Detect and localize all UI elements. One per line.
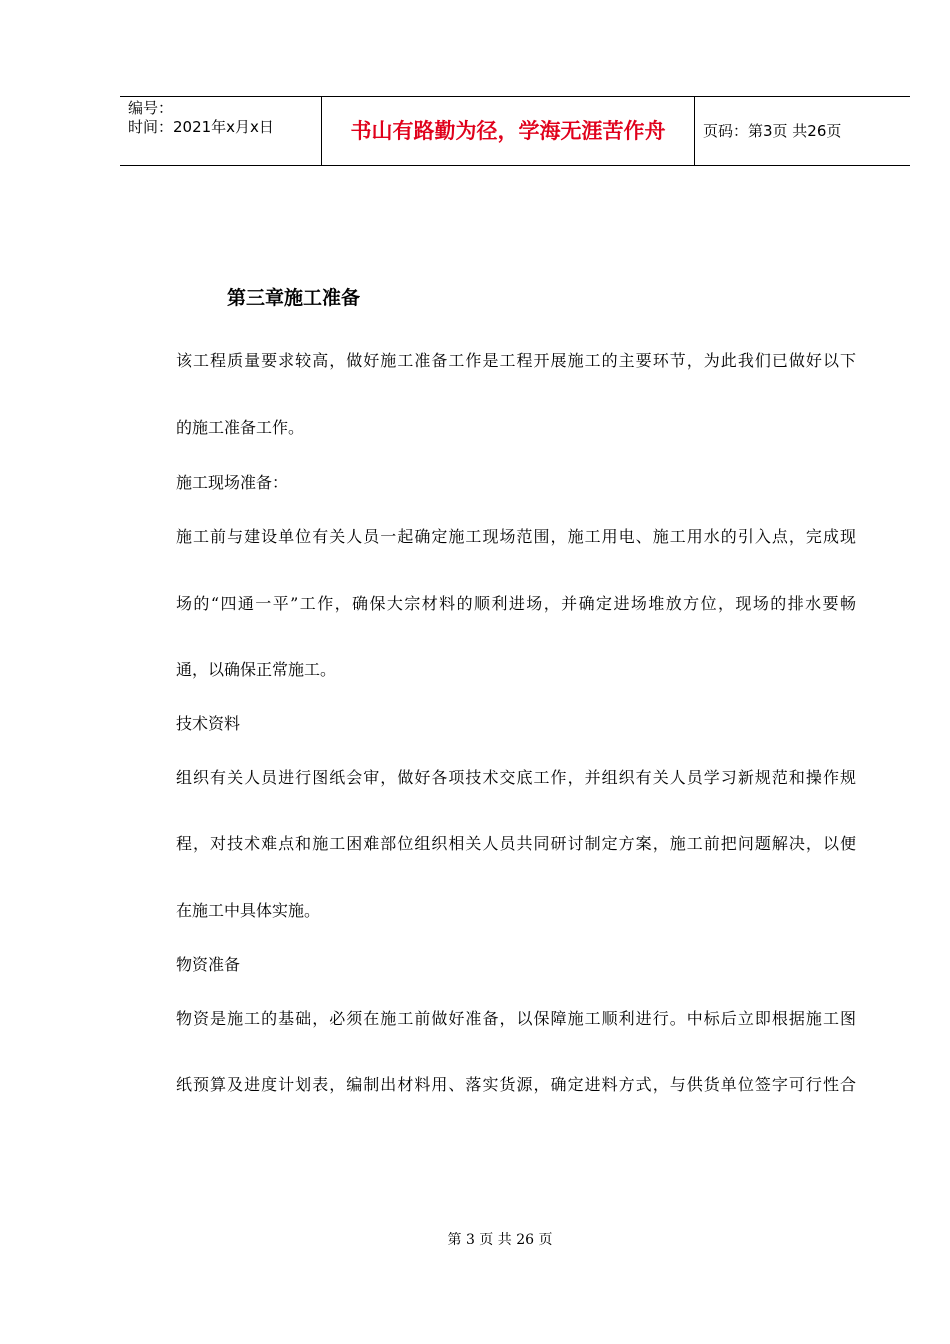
body-line: 组织有关人员进行图纸会审，做好各项技术交底工作，并组织有关人员学习新规范和操作规 <box>176 768 856 787</box>
page-footer: 第 3 页 共 26 页 <box>447 1232 553 1248</box>
chapter-title: 第三章施工准备 <box>227 287 361 309</box>
body-line: 纸预算及进度计划表，编制出材料用、落实货源，确定进料方式，与供货单位签字可行性合 <box>176 1075 856 1094</box>
body-line: 场的“四通一平”工作，确保大宗材料的顺利进场，并确定进场堆放方位，现场的排水要畅 <box>176 594 856 613</box>
section-heading: 技术资料 <box>176 714 241 733</box>
body-line: 该工程质量要求较高，做好施工准备工作是工程开展施工的主要环节，为此我们已做好以下 <box>176 351 856 370</box>
body-line: 通，以确保正常施工。 <box>176 660 337 679</box>
body-line: 物资是施工的基础，必须在施工前做好准备，以保障施工顺利进行。中标后立即根据施工图 <box>176 1009 856 1028</box>
body-line: 施工前与建设单位有关人员一起确定施工现场范围，施工用电、施工用水的引入点，完成现 <box>176 527 856 546</box>
body-line: 在施工中具体实施。 <box>176 901 321 920</box>
page-header <box>120 96 910 166</box>
body-line: 程，对技术难点和施工困难部位组织相关人员共同研讨制定方案，施工前把问题解决，以便 <box>176 834 856 853</box>
header-page-code: 页码：第3页 共26页 <box>703 122 842 140</box>
section-heading: 施工现场准备： <box>176 473 289 492</box>
body-line: 的施工准备工作。 <box>176 418 305 437</box>
header-info-cell <box>120 97 322 165</box>
header-motto: 书山有路勤为径，学海无涯苦作舟 <box>322 97 695 165</box>
time-label: 时间：2021年x月x日 <box>128 118 274 136</box>
number-label: 编号： <box>128 99 174 117</box>
section-heading: 物资准备 <box>176 955 241 974</box>
